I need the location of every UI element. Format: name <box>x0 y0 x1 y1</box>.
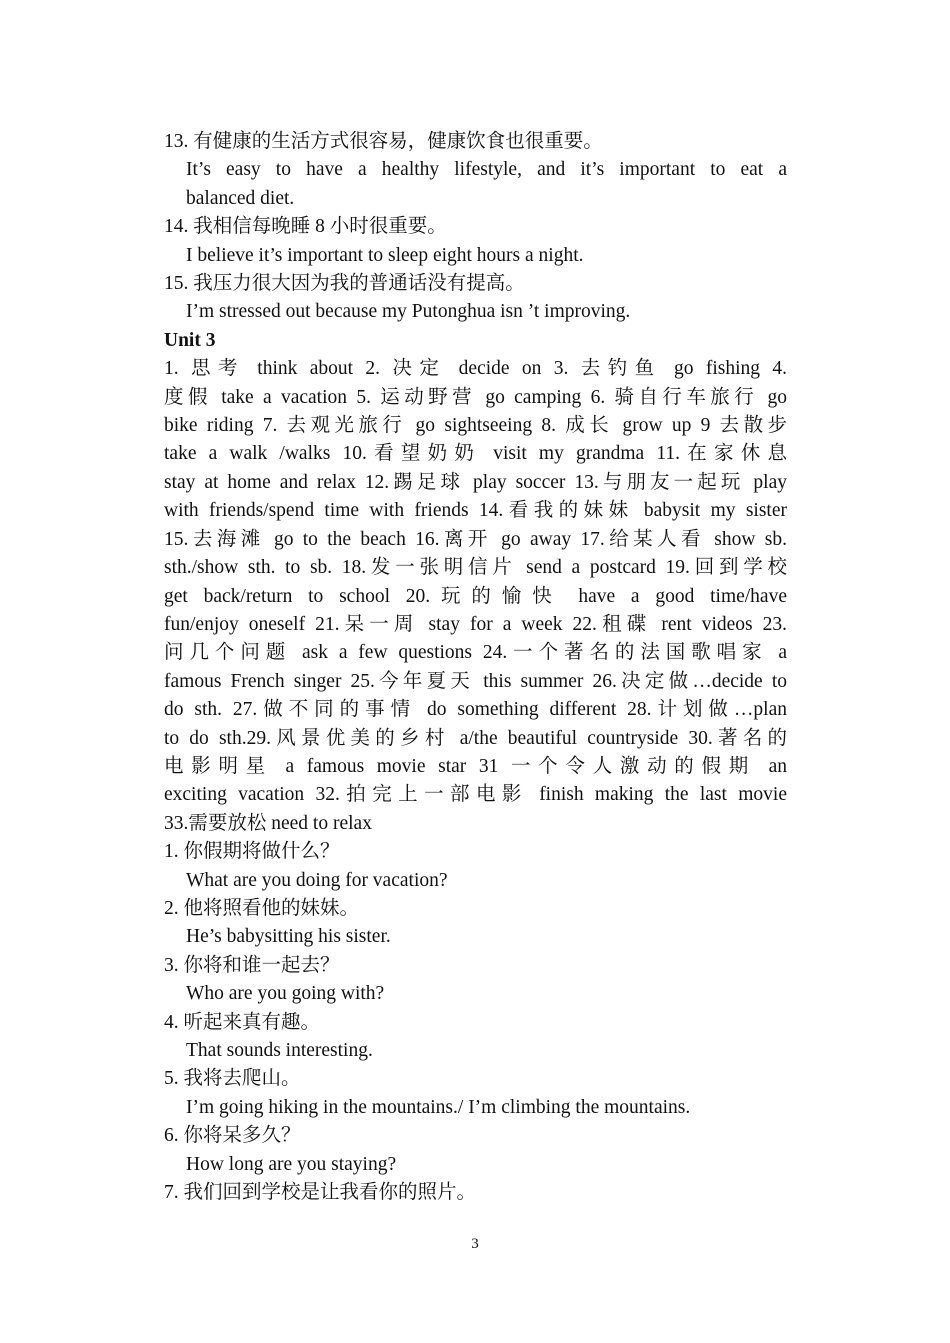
vocab-line: 1. 思考 think about 2. 决定 decide on 3. 去钓鱼 go fishing 4. <box>164 358 787 380</box>
sentence-7-chinese: 7. 我们回到学校是让我看你的照片。 <box>164 1182 477 1204</box>
vocab-line: 33.需要放松 need to relax <box>164 812 372 834</box>
vocab-line: do sth. 27.做不同的事情 do something different 28.计划做…plan <box>164 699 787 721</box>
vocab-line: stay at home and relax 12.踢足球 play soccer 13.与朋友一起玩 play <box>164 471 787 493</box>
vocab-line: fun/enjoy oneself 21.呆一周 stay for a week 22.租碟 rent videos 23. <box>164 613 787 635</box>
document-body <box>164 128 787 1207</box>
vocab-paragraph <box>164 355 787 838</box>
item-13-english-line-1: It’s easy to have a healthy lifestyle, and it’s important to eat a <box>186 159 787 181</box>
vocab-line: sth./show sth. to sb. 18.发一张明信片 send a postcard 19.回到学校 <box>164 557 787 579</box>
sentence-2-english: He’s babysitting his sister. <box>186 926 391 948</box>
vocab-line: with friends/spend time with friends 14.看我的妹妹 babysit my sister <box>164 500 787 522</box>
sentence-6-chinese: 6. 你将呆多久？ <box>164 1125 301 1147</box>
sentence-5-english: I’m going hiking in the mountains./ I’m climbing the mountains. <box>186 1096 691 1118</box>
sentence-3-chinese: 3. 你将和谁一起去？ <box>164 954 340 976</box>
vocab-line: 问几个问题 ask a few questions 24.一个著名的法国歌唱家 a <box>164 642 787 664</box>
vocab-line: 15.去海滩 go to the beach 16.离开 go away 17.给某人看 show sb. <box>164 528 787 550</box>
item-14-english: I believe it’s important to sleep eight hours a night. <box>186 244 584 266</box>
sentence-4-english: That sounds interesting. <box>186 1040 373 1061</box>
item-15-english: I’m stressed out because my Putonghua isn ’t improving. <box>186 301 631 323</box>
page-number: 3 <box>471 1236 479 1252</box>
sentence-2-chinese: 2. 他将照看他的妹妹。 <box>164 897 360 919</box>
sentence-3-english: Who are you going with? <box>186 983 385 1005</box>
vocab-line: bike riding 7. 去观光旅行 go sightseeing 8. 成长 grow up 9 去散步 <box>164 415 787 437</box>
sentence-4-chinese: 4. 听起来真有趣。 <box>164 1011 321 1033</box>
sentence-1-chinese: 1. 你假期将做什么？ <box>164 841 340 863</box>
vocab-line: get back/return to school 20.玩的愉快 have a good time/have <box>164 585 787 607</box>
sentence-5-chinese: 5. 我将去爬山。 <box>164 1068 301 1090</box>
item-13-english-line-2: balanced diet. <box>186 187 295 209</box>
vocab-line: 度假 take a vacation 5. 运动野营 go camping 6. 骑自行车旅行 go <box>164 386 787 408</box>
vocab-line: 电影明星 a famous movie star 31 一个令人激动的假期 an <box>164 755 787 777</box>
vocab-line: take a walk /walks 10.看望奶奶 visit my grandma 11.在家休息 <box>164 443 787 465</box>
vocab-line: exciting vacation 32.拍完上一部电影 finish making the last movie <box>164 784 787 806</box>
vocab-line: to do sth.29.风景优美的乡村 a/the beautiful countryside 30.著名的 <box>164 727 787 749</box>
item-13-chinese: 13. 有健康的生活方式很容易，健康饮食也很重要。 <box>164 131 603 152</box>
item-14-chinese: 14. 我相信每晚睡 8 小时很重要。 <box>164 216 447 238</box>
vocab-line: famous French singer 25.今年夏天 this summer 26.决定做…decide to <box>164 670 787 692</box>
sentence-6-english: How long are you staying? <box>186 1153 397 1175</box>
item-15-chinese: 15. 我压力很大因为我的普通话没有提高。 <box>164 273 525 295</box>
sentence-1-english: What are you doing for vacation? <box>186 869 448 891</box>
unit-heading: Unit 3 <box>164 329 216 351</box>
